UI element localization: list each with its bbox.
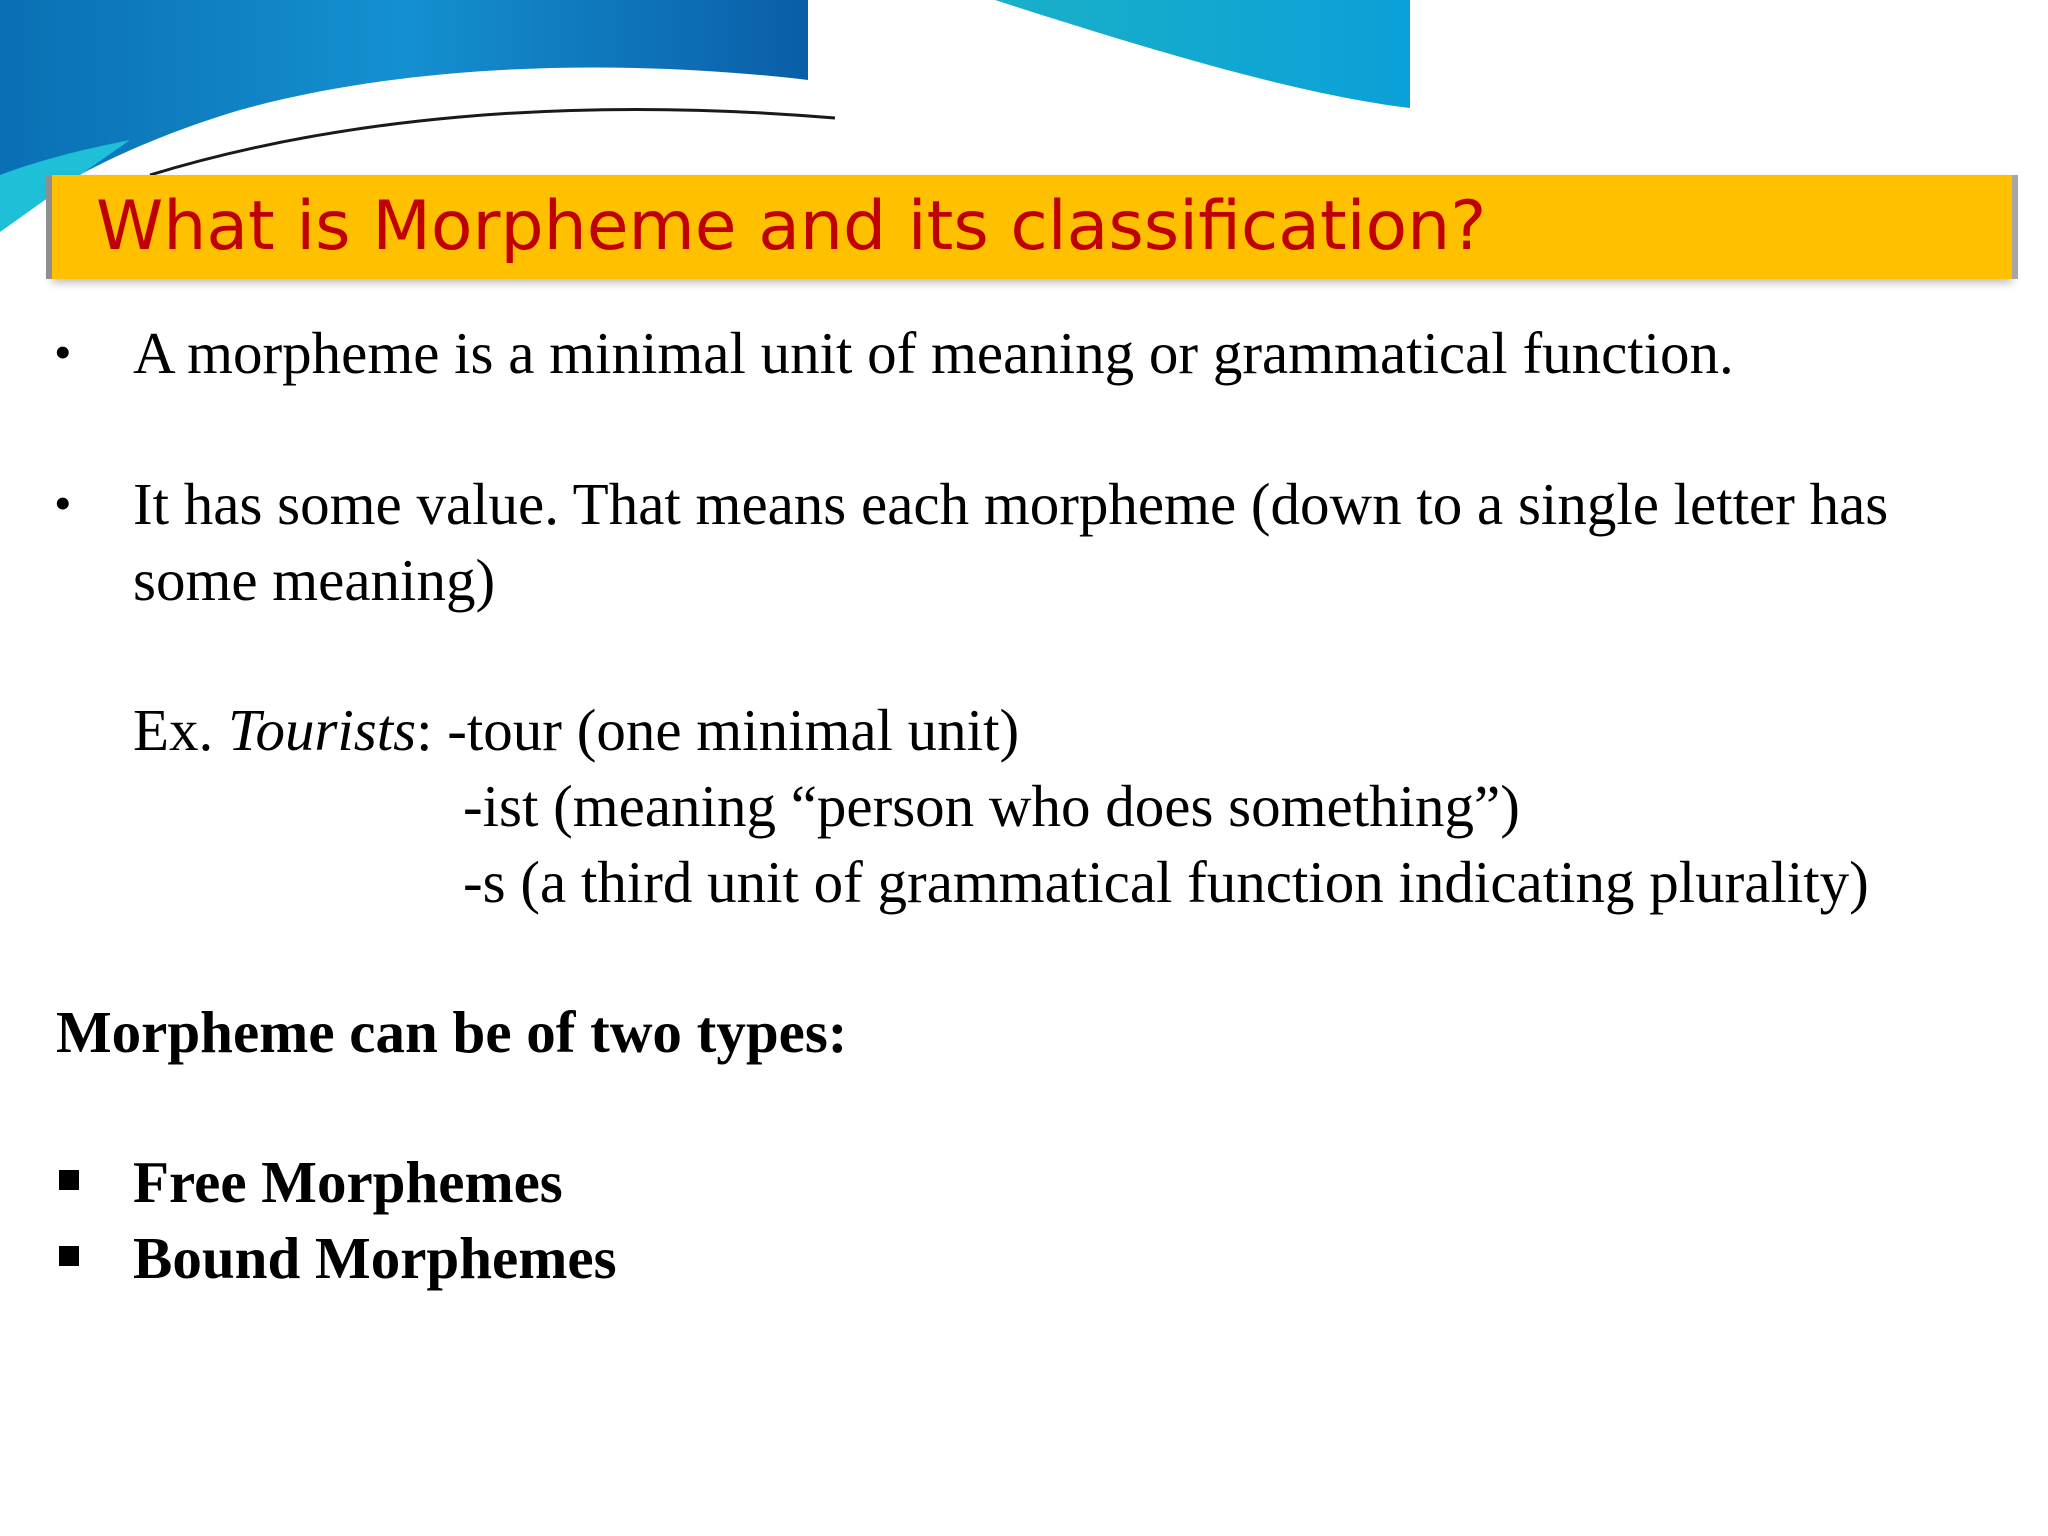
bullet-dot-1: • [54,324,72,380]
square-bullet-1 [59,1170,79,1190]
example-word: Tourists [228,697,417,763]
example-line-3: -s (a third unit of grammatical function indicating plurality) [463,849,1869,915]
bullet-text-1: A morpheme is a minimal unit of meaning or grammatical function. [133,320,1734,386]
slide-title: What is Morpheme and its classification? [96,187,1487,266]
bullet-text-2-continued: some meaning) [133,547,496,613]
example-prefix: Ex. [133,697,229,763]
type-free-morphemes: Free Morphemes [133,1149,563,1215]
type-bound-morphemes: Bound Morphemes [133,1225,617,1291]
title-bar [52,175,2012,279]
square-bullet-2 [59,1246,79,1266]
bullet-dot-2: • [54,475,72,531]
types-heading: Morpheme can be of two types: [56,999,848,1065]
teal-wave-shape [995,0,1410,108]
example-line-1 [133,692,1019,768]
example-colon: : [416,697,448,763]
bullet-text-2: It has some value. That means each morpheme (down to a single letter has [133,471,1889,537]
example-tour: -tour (one minimal unit) [447,697,1020,763]
wave-line [150,109,835,175]
example-line-2: -ist (meaning “person who does something”) [463,773,1520,839]
